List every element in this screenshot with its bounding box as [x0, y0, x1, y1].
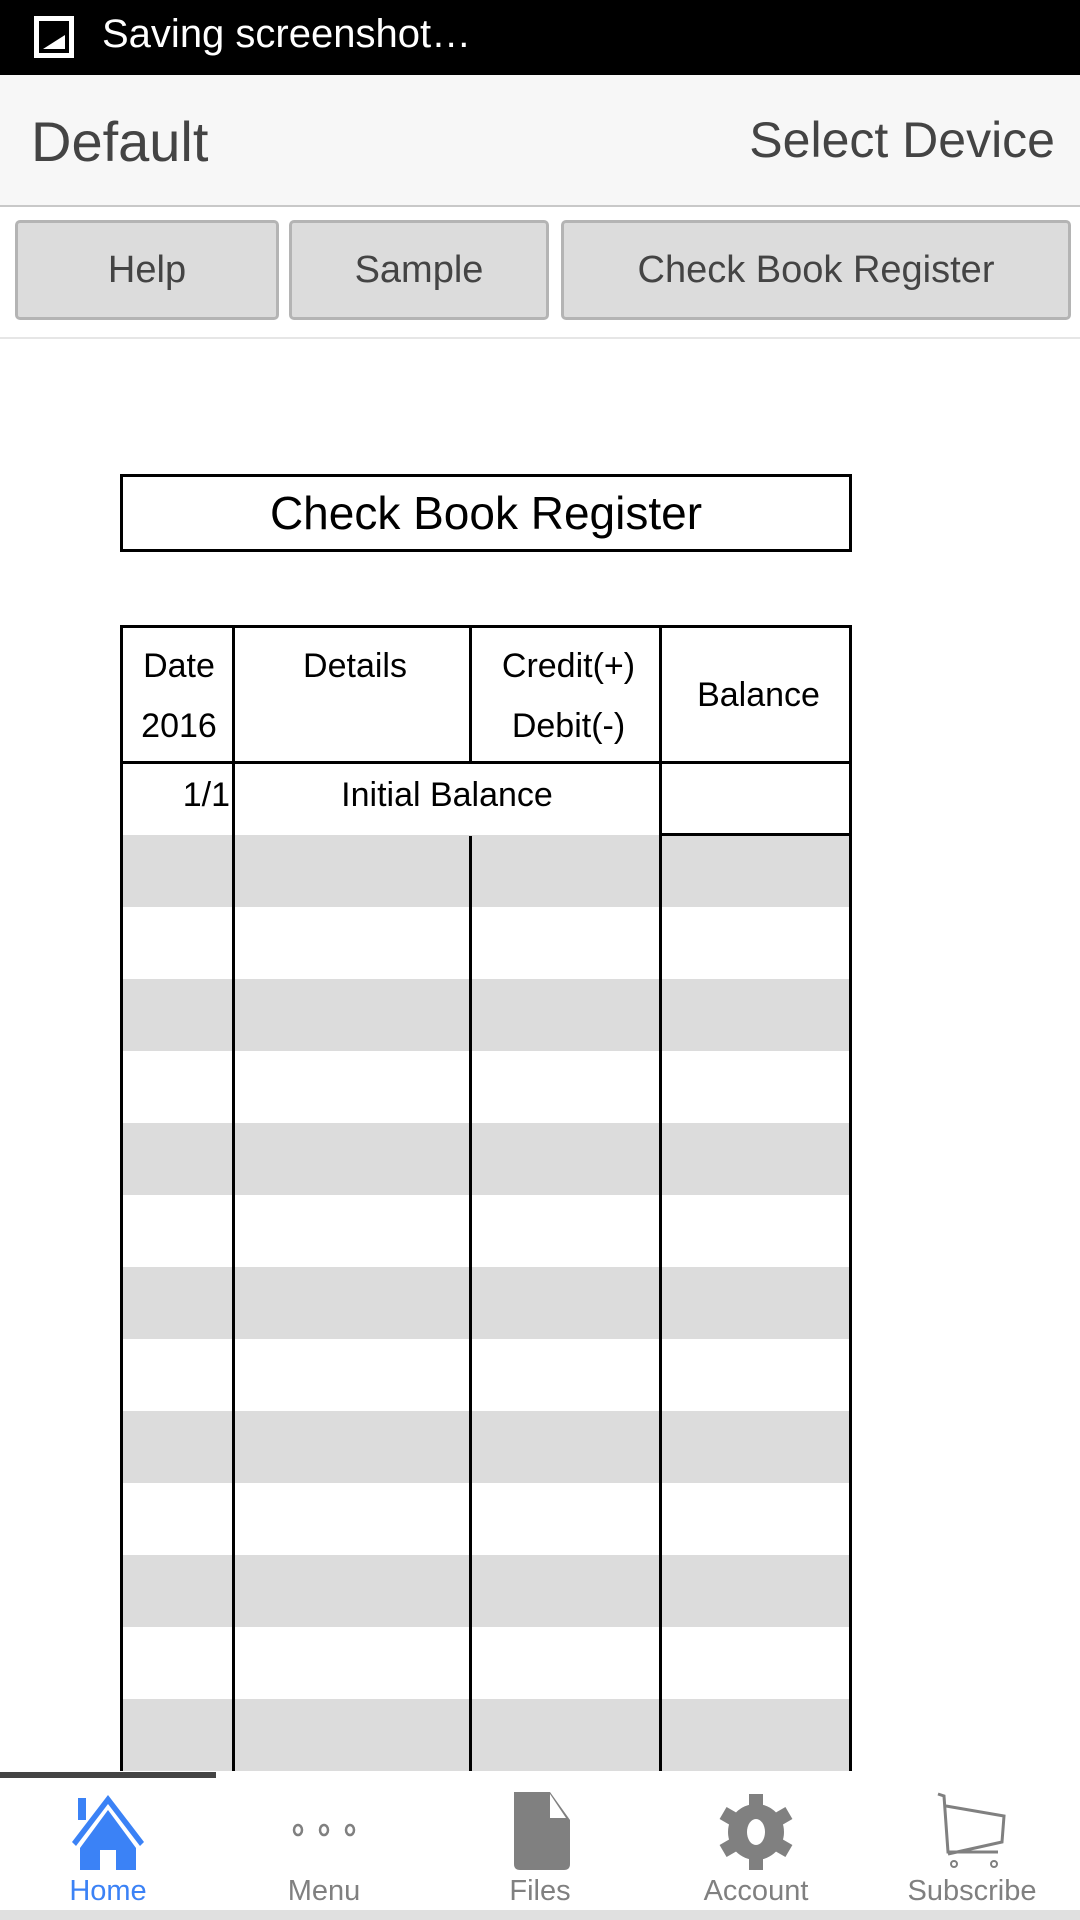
col-balance: Balance — [697, 676, 820, 714]
more-icon — [284, 1790, 364, 1870]
col-date: Date — [143, 647, 215, 685]
scroll-indicator — [0, 1772, 216, 1778]
nav-label: Menu — [287, 1875, 361, 1907]
bottom-edge — [0, 1910, 1080, 1920]
nav-label: Account — [703, 1875, 809, 1907]
status-bar — [0, 0, 1080, 75]
help-button[interactable]: Help — [15, 220, 279, 320]
nav-account[interactable] — [648, 1780, 864, 1910]
col-debit: Debit(-) — [511, 707, 626, 745]
image-icon — [34, 16, 74, 58]
nav-label: Files — [509, 1875, 571, 1907]
register-table — [120, 625, 852, 1771]
table-row — [120, 761, 852, 836]
table-header — [120, 625, 852, 762]
nav-menu[interactable] — [216, 1780, 432, 1910]
status-text: Saving screenshot… — [102, 12, 472, 56]
app-header — [0, 75, 1080, 207]
select-device-button[interactable]: Select Device — [749, 112, 1055, 168]
col-details: Details — [303, 647, 407, 685]
col-year: 2016 — [141, 707, 217, 745]
bottom-nav — [0, 1780, 1080, 1910]
nav-label: Subscribe — [907, 1875, 1037, 1907]
nav-home[interactable] — [0, 1780, 216, 1910]
nav-label: Home — [69, 1875, 147, 1907]
page-title: Default — [31, 110, 209, 173]
gear-icon — [716, 1790, 796, 1870]
file-icon — [500, 1790, 580, 1870]
row-balance[interactable] — [662, 764, 852, 836]
sample-button[interactable]: Sample — [289, 220, 549, 320]
nav-subscribe[interactable] — [864, 1780, 1080, 1910]
home-icon — [68, 1790, 148, 1870]
nav-files[interactable] — [432, 1780, 648, 1910]
row-details[interactable]: Initial Balance — [341, 776, 553, 814]
register-title: Check Book Register — [120, 474, 852, 552]
cart-icon — [932, 1790, 1012, 1870]
check-book-register-button[interactable]: Check Book Register — [561, 220, 1071, 320]
row-date[interactable]: 1/1 — [182, 776, 230, 814]
toolbar — [0, 207, 1080, 339]
col-credit: Credit(+) — [501, 647, 636, 685]
